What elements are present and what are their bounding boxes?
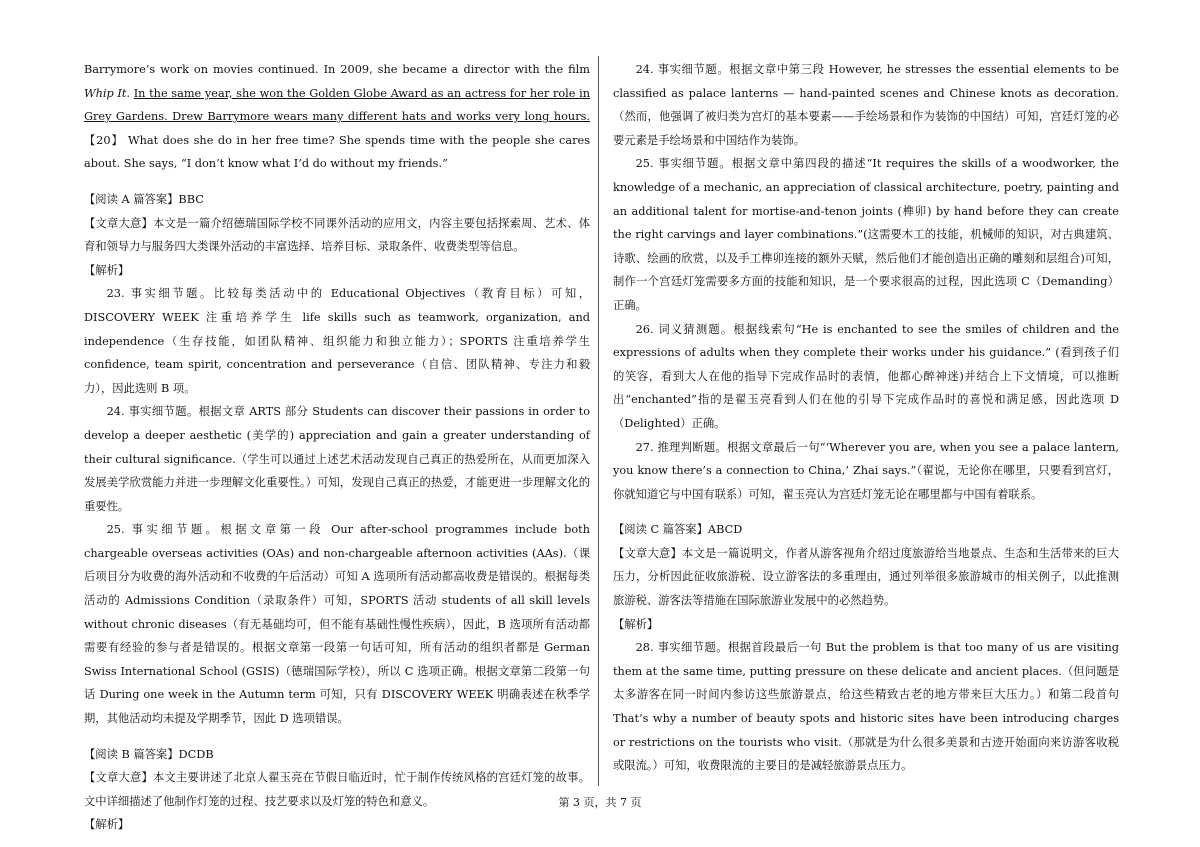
explanation-c-28: 28. 事实细节题。根据首段最后一句 But the problem is that too many of us are visiting them at the same time, putting pressure on these delicate and ancient places.（但问题是太多游客在同一时间内参访这些旅游景点，给这些精致古老的地方带来巨大压力。）和第二段首句 That’s why a number of beauty spots and historic sites have been introducing charges or restrictions on the tourists who visit.（那就是为什么很多美景和古迹开始面向来访游客收税或限流。）可知，收费限流的主要目的是减轻旅游景点压力。 [613,641,1119,773]
analysis-label-c: 【解析】 [613,617,659,631]
explanation-b-25: 25. 事实细节题。根据文章中第四段的描述“It requires the skills of a woodworker, the knowledge of a mechanic, an appreciation of classical architecture, poetry, painting and an additional talent for mortise-and-tenon joints (榫卯) by hand before they can create the right carvings and layer combinations.”(这需要木工的技能，机械师的知识，对古典建筑、诗歌、绘画的欣赏，以及手工榫卯连接的额外天赋，然后他们才能创造出正确的雕刻和层组合)可知，制作一个宫廷灯笼需要多方面的技能和知识，是一个要求很高的过程，因此选项 C（Demanding）正确。 [613,157,1119,312]
passage-text: . [126,86,134,100]
explanation-b-27: 27. 推理判断题。根据文章最后一句“‘Wherever you are, when you see a palace lantern, you know there’s a connection to China,’ Zhai says.”（翟说，无论你在哪里，只要看到宫灯，你就知道它与中国有联系）可知，翟玉亮认为宫廷灯笼无论在哪里都与中国有着联系。 [613,440,1119,501]
answer-a-heading: 【阅读 A 篇答案】BBC [84,192,204,206]
analysis-label-b: 【解析】 [84,818,130,832]
explanation-b-26: 26. 词义猜测题。根据线索句“He is enchanted to see the smiles of children and the expressions of adults when they complete their works under his guidance.” (看到孩子们的笑容，看到大人在他的指导下完成作品时的表情，他都心醉神迷)并结合上下文情境，可以推断出“enchanted”指的是翟玉亮看到人们在他的引导下完成作品时的喜悦和满足感，因此选项 D（Delighted）正确。 [613,322,1119,430]
column-divider [598,56,599,786]
explanation-23: 23. 事实细节题。比较每类活动中的 Educational Objectives（教育目标）可知，DISCOVERY WEEK 注重培养学生 life skills such as teamwork, organization, and independence（生存技能，如团队精神、组织能力和独立能力）；SPORTS 注重培养学生 confidence, team spirit, concentration and perseverance（自信、团队精神、专注力和毅力），因此选则 B 项。 [84,287,590,395]
underlined-sentence: In the same year, she won the Golden Globe Award as an actress for her role in Grey Gardens. Drew Barrymore wears many different hats and works very long hours. [84,86,590,124]
film-title: Whip It [84,86,127,100]
analysis-label-a: 【解析】 [84,263,130,277]
passage-text: Barrymore’s work on movies continued. In 2009, she became a director with the film [84,63,590,76]
left-column [84,58,590,837]
right-column [613,58,1119,778]
explanation-24: 24. 事实细节题。根据文章 ARTS 部分 Students can discover their passions in order to develop a deeper aesthetic (美学的) appreciation and gain a greater understanding of their cultural significance.（学生可以通过上述艺术活动发现自己真正的热爱所在，从而更加深入发展美学欣赏能力并进一步理解文化重要性。）可知，发现自己真正的热爱，才能更进一步理解文化的重要性。 [84,405,590,513]
question-marker: 【20】 [84,133,124,147]
answer-b-heading: 【阅读 B 篇答案】DCDB [84,747,214,761]
passage-text: What does she do in her free time? She spends time with the people she cares about. She says, “I don’t know what I’d do without my friends.” [84,133,590,171]
summary-a: 【文章大意】本文是一篇介绍德瑞国际学校不同课外活动的应用文，内容主要包括探索周、艺术、体育和领导力与服务四大类课外活动的丰富选择、培养目标、录取条件、收费类型等信息。 [84,216,590,254]
explanation-b-24: 24. 事实细节题。根据文章中第三段 However, he stresses the essential elements to be classified as palace lanterns — hand-painted scenes and Chinese knots as decoration. （然而，他强调了被归类为宫灯的基本要素——手绘场景和作为装饰的中国结）可知，宫廷灯笼的必要元素是手绘场景和中国结作为装饰。 [613,63,1119,147]
page-number: 第 3 页，共 7 页 [558,796,642,809]
passage-paragraph [84,58,590,176]
summary-b: 【文章大意】本文主要讲述了北京人翟玉亮在节假日临近时，忙于制作传统风格的宫廷灯笼的故事。文中详细描述了他制作灯笼的过程、技艺要求以及灯笼的特色和意义。 [84,771,590,808]
answer-c-heading: 【阅读 C 篇答案】ABCD [613,523,743,537]
explanation-25: 25. 事实细节题。根据文章第一段 Our after-school programmes include both chargeable overseas activities (OAs) and non-chargeable afternoon activities (AAs).（课后项目分为收费的海外活动和不收费的午后活动）可知 A 选项所有活动都高收费是错误的。根据每类活动的 Admissions Condition（录取条件）可知，SPORTS 活动 students of all skill levels without chronic diseases（有无基础均可，但不能有基础性慢性疾病），因此，B 选项所有活动都需要有经验的参与者是错误的。根据文章第一段第一句话可知，所有活动的组织者都是 German Swiss International School (GSIS)（德瑞国际学校），所以 C 选项正确。根据文章第二段第一句话 During one week in the Autumn term 可知，只有 DISCOVERY WEEK 明确表述在秋季学期，其他活动均未提及学期季节，因此 D 选项错误。 [84,523,590,726]
summary-c: 【文章大意】本文是一篇说明文，作者从游客视角介绍过度旅游给当地景点、生态和生活带来的巨大压力，分析因此征收旅游税、设立游客法的多重理由，通过列举很多旅游城市的相关例子，以此推测旅游税、游客法等措施在国际旅游业发展中的必然趋势。 [613,546,1119,608]
